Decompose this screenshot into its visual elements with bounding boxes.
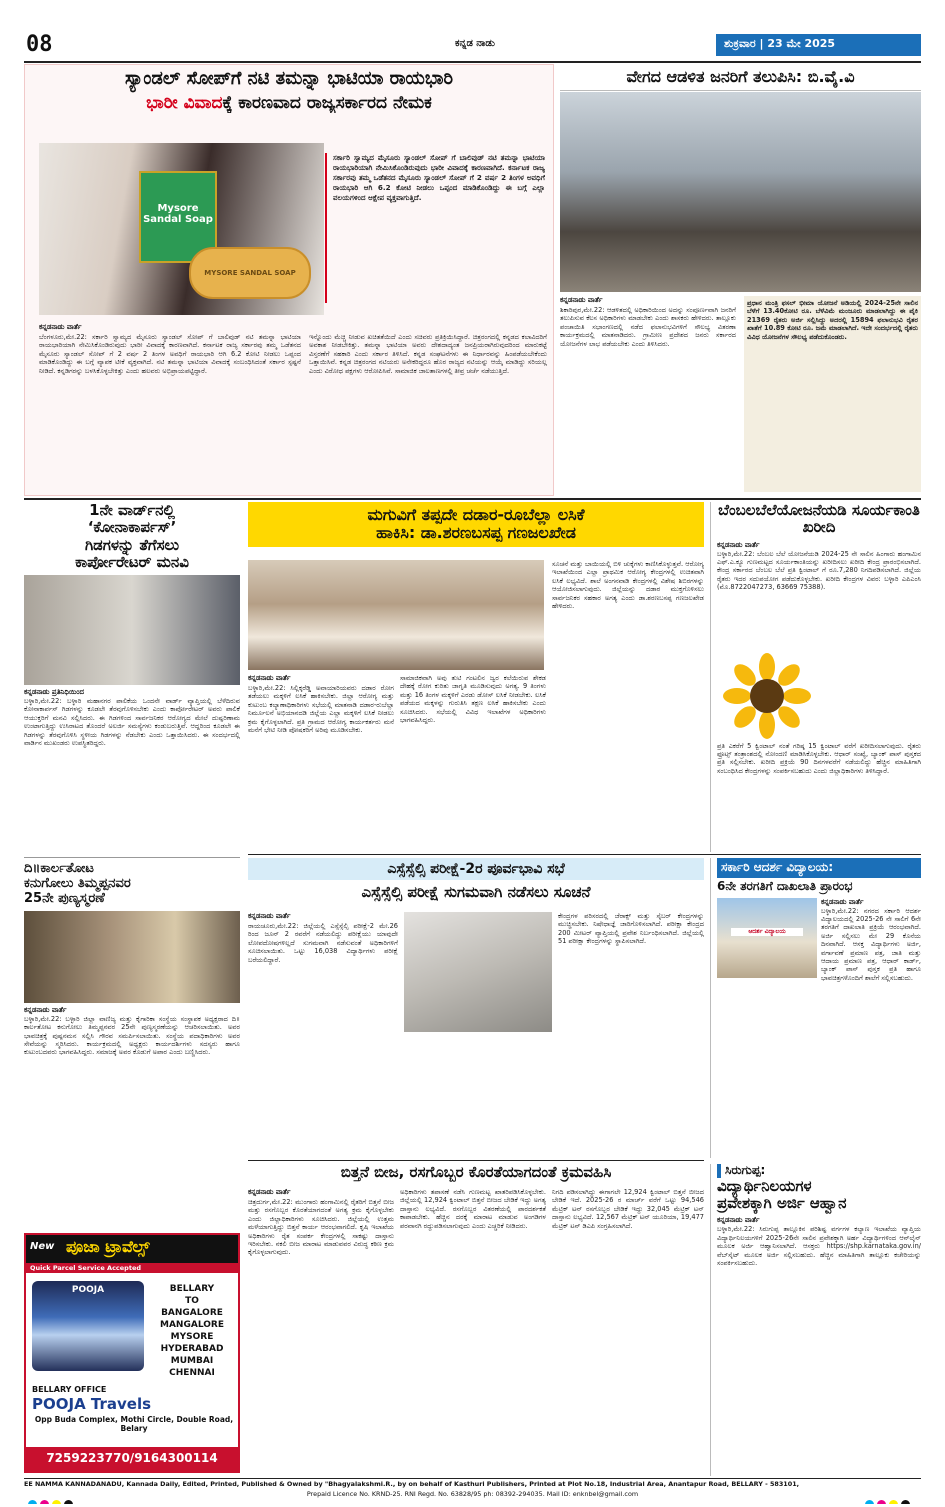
headline-l1: ಮಗುವಿಗೆ ತಪ್ಪದೇ ದಡಾರ-ರೂಬೆಲ್ಲಾ ಲಸಿಕೆ	[367, 505, 585, 524]
group-photo	[560, 92, 921, 292]
mid-rule	[248, 854, 921, 855]
route-6: MUMBAI	[170, 1356, 214, 1366]
a1-col1: ಬೆಂಗಳೂರು,ಮೇ.22: ಸರ್ಕಾರಿ ಸ್ವಾಮ್ಯದ ಮೈಸೂರು ಸ್ಯಾಂಡಲ್ ಸೋಪ್ ಗೆ ಬಾಲಿವುಡ್ ನಟಿ ತಮನ್ನಾ ಭಾಟಿಯಾ ರಾಯಭಾರಿಯಾಗಿ ನೇಮಿಸಿಕೊಂಡಿರುವುದು ಭಾರೀ ವಿವಾದಕ್ಕೆ ಕಾರಣವಾಗಿದೆ. ಕರ್ನಾಟಕ ರಾಜ್ಯ ಸರ್ಕಾರವು ತಮ್ಮ ಒಡೆತನದ ಮೈಸೂರು ಸ್ಯಾಂಡಲ್ ಸೋಪ್ ಗೆ 2 ವರ್ಷ 2 ತಿಂಗಳ ಅವಧಿಗೆ ರಾಯಭಾರಿ ಆಗಿ 6.2 ಕೋಟಿ ನೀಡಲು ಒಪ್ಪಂದ ಮಾಡಿಕೊಂಡಿದ್ದು ಈ ಬಗ್ಗೆ ವ್ಯಾಪಕ ಟೀಕೆ ವ್ಯಕ್ತವಾಗಿದೆ. ನಟಿ ತಮನ್ನಾ ಭಾಟಿಯಾ ವಿವಾದಕ್ಕೆ ಸಂಬಂಧಿಸಿದಂತೆ ಸರ್ಕಾರ ಸ್ಪಷ್ಟನೆ ನೀಡಿದೆ. ಕನ್ನಡಿಗರನ್ನು ಬಳಸಿಕೊಳ್ಳಬೇಕಿತ್ತು ಎಂದು ಹಲವರು ಅಭಿಪ್ರಾಯಪಟ್ಟಿದ್ದಾರೆ.	[39, 333, 301, 375]
a7-col1: ರಾಯಚೂರು,ಮೇ.22: ಜಿಲ್ಲೆಯಲ್ಲಿ ಎಸ್ಸೆಸ್ಸೆಲ್ಸಿ ಪರೀಕ್ಷೆ-2 ಮೇ.26 ರಿಂದ ಜೂನ್ 2 ರವರೆಗೆ ನಡೆಯಲಿದ್ದು ಪರೀಕ್ಷೆಯು ಯಾವುದೇ ಲೋಪದೋಷಗಳಿಲ್ಲದೆ ಸುಗಮವಾಗಿ ನಡೆಸುವಂತೆ ಅಧಿಕಾರಿಗಳಿಗೆ ಸೂಚಿಸಲಾಯಿತು. ಒಟ್ಟು 16,038 ವಿದ್ಯಾರ್ಥಿಗಳು ಪರೀಕ್ಷೆ ಬರೆಯಲಿದ್ದಾರೆ.	[248, 922, 398, 964]
headline: ವೇಗದ ಆಡಳಿತ ಜನರಿಗೆ ತಲುಪಿಸಿ: ಬಿ.ವೈ.ವಿ	[560, 64, 921, 91]
black-dot	[64, 1500, 73, 1504]
headline: ಬಿತ್ತನೆ ಬೀಜ, ರಸಗೊಬ್ಬರ ಕೊರತೆಯಾಗದಂತೆ ಕ್ರಮವಹಿಸಿ	[340, 1164, 612, 1181]
a6-col1: ಬಳ್ಳಾರಿ,ಮೇ.22: ಬೆಂಬಲ ಬೆಲೆ ಯೋಜನೆಯಡಿ 2024-25 ನೇ ಸಾಲಿನ ಹಿಂಗಾರು ಹಂಗಾಮಿನ ಎಫ್.ಎ.ಕ್ಯೂ ಗುಣಮಟ್ಟದ ಸೂರ್ಯಕಾಂತಿಯನ್ನು ಖರೀದಿಸಲು ಖರೀದಿ ಕೇಂದ್ರ ಪ್ರಾರಂಭಿಸಲಾಗಿದೆ. ಕೇಂದ್ರ ಸರ್ಕಾರದ ಬೆಂಬಲ ಬೆಲೆ ಪ್ರತಿ ಕ್ವಿಂಟಾಲ್ ಗೆ ರೂ.7,280 ನಿಗದಿಪಡಿಸಲಾಗಿದೆ. ಜಿಲ್ಲೆಯ ರೈತರು ಇದರ ಸದುಪಯೋಗ ಪಡೆದುಕೊಳ್ಳಬೇಕು. ಖರೀದಿ ಕೇಂದ್ರಗಳ ವಿವರ: ಬಳ್ಳಾರಿ ಎಪಿಎಂಸಿ (ಮೊ.8722047273, 63669 75388).	[717, 549, 921, 592]
yellow-dot	[889, 1500, 898, 1504]
article-seeds	[248, 1164, 704, 1476]
a9-col2: ಅಧಿಕಾರಿಗಳು ತಪಾಸಣೆ ನಡೆಸಿ ಗುಣಮಟ್ಟ ಖಾತರಿಪಡಿಸಿಕೊಳ್ಳಬೇಕು. ಜಿಲ್ಲೆಯಲ್ಲಿ 12,924 ಕ್ವಿಂಟಾಲ್ ಬಿತ್ತನೆ ಬೀಜದ ಬೇಡಿಕೆ ಇದ್ದು ಅಗತ್ಯ ದಾಸ್ತಾನು ಲಭ್ಯವಿದೆ. ರಸಗೊಬ್ಬರ ವಿತರಣೆಯಲ್ಲಿ ಪಾರದರ್ಶಕತೆ ಕಾಪಾಡಬೇಕು. ಹೆಚ್ಚಿನ ದರಕ್ಕೆ ಮಾರಾಟ ಮಾಡುವ ಅಂಗಡಿಗಳ ಪರವಾನಗಿ ರದ್ದುಪಡಿಸಲಾಗುವುದು ಎಂದು ಎಚ್ಚರಿಕೆ ನೀಡಿದರು.	[400, 1188, 546, 1230]
meeting-photo	[248, 560, 544, 670]
byline: ಕನ್ನಡನಾಡು ವಾರ್ತೆ	[821, 897, 864, 906]
article-hostel	[710, 1164, 921, 1476]
footer-rule	[24, 1478, 921, 1479]
date: 23 ಮೇ 2025	[767, 37, 836, 50]
route-1: TO	[185, 1296, 199, 1306]
headline-band	[248, 502, 704, 547]
a10-body: ಬಳ್ಳಾರಿ,ಮೇ.22: ಸಿರುಗುಪ್ಪ ತಾಲ್ಲೂಕಿನ ಪರಿಶಿಷ್ಟ ವರ್ಗಗಳ ಕಲ್ಯಾಣ ಇಲಾಖೆಯ ವ್ಯಾಪ್ತಿಯ ವಿದ್ಯಾರ್ಥಿನಿಲಯಗಳಿಗೆ 2025-26ನೇ ಸಾಲಿನ ಪ್ರವೇಶಕ್ಕಾಗಿ ಅರ್ಹ ವಿದ್ಯಾರ್ಥಿಗಳಿಂದ ಆನ್‌ಲೈನ್ ಮೂಲಕ ಅರ್ಜಿ ಆಹ್ವಾನಿಸಲಾಗಿದೆ. ಆಸಕ್ತರು https://shp.karnataka.gov.in/ ವೆಬ್‌ಸೈಟ್ ಮೂಲಕ ಅರ್ಜಿ ಸಲ್ಲಿಸಬಹುದು. ಹೆಚ್ಚಿನ ಮಾಹಿತಿಗಾಗಿ ತಾಲ್ಲೂಕು ಕಚೇರಿಯನ್ನು ಸಂಪರ್ಕಿಸಬಹುದು.	[717, 1225, 921, 1267]
day: ಶುಕ್ರವಾರ	[724, 37, 756, 50]
a8-body: ಬಳ್ಳಾರಿ,ಮೇ.22: ನಗರದ ಸರ್ಕಾರಿ ಆದರ್ಶ ವಿದ್ಯಾಲಯದಲ್ಲಿ 2025-26 ನೇ ಸಾಲಿಗೆ 6ನೇ ತರಗತಿಗೆ ದಾಖಲಾತಿ ಪ್ರಕ್ರಿಯೆ ಆರಂಭವಾಗಿದೆ. ಅರ್ಜಿ ಸಲ್ಲಿಸಲು ಮೇ 29 ಕೊನೆಯ ದಿನವಾಗಿದೆ. ಆಸಕ್ತ ವಿದ್ಯಾರ್ಥಿಗಳು ಅರ್ಜಿ, ವರ್ಗಾವಣೆ ಪ್ರಮಾಣ ಪತ್ರ, ಜಾತಿ ಮತ್ತು ಆದಾಯ ಪ್ರಮಾಣ ಪತ್ರ, ಆಧಾರ್ ಕಾರ್ಡ್, ಬ್ಯಾಂಕ್ ಪಾಸ್ ಪುಸ್ತಕ ಪ್ರತಿ ಹಾಗೂ ಭಾವಚಿತ್ರಗಳೊಂದಿಗೆ ಶಾಲೆಗೆ ಸಲ್ಲಿಸಬಹುದು.	[821, 906, 921, 982]
event-photo	[24, 911, 240, 1003]
byline: ಕನ್ನಡನಾಡು ವಾರ್ತೆ	[560, 296, 603, 304]
cyan-dot	[865, 1500, 874, 1504]
route-3: MANGALORE	[160, 1320, 224, 1330]
headline-2	[33, 94, 545, 114]
ad-name: ಪೂಜಾ ಟ್ರಾವೆಲ್ಸ್	[66, 1237, 150, 1256]
article-anniversary	[24, 857, 240, 1227]
a2-col2: ಪ್ರಧಾನ ಮಂತ್ರಿ ಫಸಲ್ ಭೀಮಾ ಯೋಜನೆ ಅಡಿಯಲ್ಲಿ 2024-25ನೇ ಸಾಲಿನ ಬೆಳೆಗೆ 13.40ಕೋಟಿ ರೂ. ಬೆಳೆವಿಮೆ ಮಂಜೂರು ಮಾಡಲಾಗಿದ್ದು ಈ ಪೈಕಿ 21369 ರೈತರು ಅರ್ಜಿ ಸಲ್ಲಿಸಿದ್ದು ಅದರಲ್ಲಿ 15894 ಫಲಾನುಭವಿ ರೈತರ ಖಾತೆಗೆ 10.89 ಕೋಟಿ ರೂ. ಜಮೆ ಮಾಡಲಾಗಿದೆ. ಇದೇ ಸಂದರ್ಭದಲ್ಲಿ ರೈತರು ವಿವಿಧ ಯೋಜನೆಗಳ ಸೌಲಭ್ಯ ಪಡೆದುಕೊಂಡರು.	[744, 296, 921, 492]
sunflower-image	[717, 653, 817, 739]
page-number: 08	[26, 32, 53, 57]
routes	[146, 1283, 238, 1379]
a5-col1: ಬಳ್ಳಾರಿ,ಮೇ.22: ಸಿಲ್ಲಿಕ್ಕರೆಡ್ಡಿ ಅವಾಯಾರಿಯವರು ದಡಾರ ರೋಗ ತಡೆಯಲು ಮಕ್ಕಳಿಗೆ ಲಸಿಕೆ ಹಾಕಿಸಬೇಕು. ಜಿಲ್ಲಾ ಆರೋಗ್ಯ ಮತ್ತು ಕುಟುಂಬ ಕಲ್ಯಾಣಾಧಿಕಾರಿಗಳು ಸಭೆಯಲ್ಲಿ ಮಾತನಾಡಿ ದಡಾರ-ರುಬೆಲ್ಲಾ ನಿರ್ಮೂಲನೆ ಅಭಿಯಾನದಡಿ ಜಿಲ್ಲೆಯ ಎಲ್ಲಾ ಮಕ್ಕಳಿಗೆ ಲಸಿಕೆ ನೀಡಲು ಕ್ರಮ ಕೈಗೊಳ್ಳಲಾಗಿದೆ. ಪ್ರತಿ ಗ್ರಾಮದ ಆರೋಗ್ಯ ಕಾರ್ಯಕರ್ತರು ಮನೆ ಮನೆಗೆ ಭೇಟಿ ನೀಡಿ ಪೋಷಕರಿಗೆ ಅರಿವು ಮೂಡಿಸಬೇಕು.	[248, 684, 394, 735]
byline: ಕನ್ನಡನಾಡು ವಾರ್ತೆ	[248, 1188, 291, 1196]
ad-address: Opp Buda Complex, Mothi Circle, Double Road, Belary	[34, 1415, 234, 1433]
article-school	[710, 858, 921, 1158]
paper-name: ಕನ್ನಡ ನಾಡು	[455, 38, 495, 49]
a4-body: ಬಳ್ಳಾರಿ,ಮೇ.22: ಬಳ್ಳಾರಿ ಜಿಲ್ಲಾ ವಾಣಿಜ್ಯ ಮತ್ತು ಕೈಗಾರಿಕಾ ಸಂಸ್ಥೆಯ ಸಂಸ್ಥಾಪಕ ಅಧ್ಯಕ್ಷರಾದ ದಿ॥ ಕಾರ್ಲತೋಟ ಕನುಗೋಲು ತಿಮ್ಮಪ್ಪನವರ 25ನೇ ಪುಣ್ಯಸ್ಮರಣೆಯನ್ನು ಆಚರಿಸಲಾಯಿತು. ಅವರ ಭಾವಚಿತ್ರಕ್ಕೆ ಪುಷ್ಪನಮನ ಸಲ್ಲಿಸಿ ಗೌರವ ಸಮರ್ಪಿಸಲಾಯಿತು. ಸಂಸ್ಥೆಯ ಪದಾಧಿಕಾರಿಗಳು ಅವರ ಸೇವೆಯನ್ನು ಸ್ಮರಿಸಿದರು. ಕಾರ್ಯಕ್ರಮದಲ್ಲಿ ಅಧ್ಯಕ್ಷರು ಕಾರ್ಯದರ್ಶಿಗಳು ಸದಸ್ಯರು ಹಾಗೂ ಕುಟುಂಬದವರು ಭಾಗವಹಿಸಿದ್ದರು. ಸಮಾಜಕ್ಕೆ ಅವರ ಕೊಡುಗೆ ಅಪಾರ ಎಂದು ಬಣ್ಣಿಸಿದರು.	[24, 1014, 240, 1057]
school-sign: ಆದರ್ಶ ವಿದ್ಯಾಲಯ	[731, 928, 803, 936]
exam-photo	[404, 912, 552, 1032]
article-sslc	[248, 858, 704, 1158]
ad-phone: 7259223770/9164300114	[26, 1447, 238, 1471]
byline: ಕನ್ನಡನಾಡು ವಾರ್ತೆ	[248, 912, 291, 920]
headline-l3: 25ನೇ ಪುಣ್ಯಸ್ಮರಣೆ	[24, 890, 105, 906]
byline: ಕನ್ನಡನಾಡು ವಾರ್ತೆ	[717, 540, 760, 549]
route-7: CHENNAI	[169, 1368, 215, 1378]
soap-box: Mysore Sandal Soap	[139, 171, 217, 263]
a2-col1: ಶಿಕಾರಿಪುರ,ಮೇ.22: ಆಡಳಿತದಲ್ಲಿ ಅಧಿಕಾರಿಯಿಂದ ಅದನ್ನು ಸಂಪೂರ್ಣವಾಗಿ ಜನರಿಗೆ ತಲುಪಿಸುವ ಕೆಲಸ ಅಧಿಕಾರಿಗಳು ಮಾಡಬೇಕು ಎಂದು ಶಾಸಕರು ಹೇಳಿದರು. ತಾಲ್ಲೂಕು ಪಂಚಾಯಿತಿ ಸಭಾಂಗಣದಲ್ಲಿ ನಡೆದ ಫಲಾನುಭವಿಗಳಿಗೆ ಸೌಲಭ್ಯ ವಿತರಣಾ ಕಾರ್ಯಕ್ರಮದಲ್ಲಿ ಮಾತನಾಡಿದರು. ಗ್ರಾಮೀಣ ಪ್ರದೇಶದ ಜನರು ಸರ್ಕಾರದ ಯೋಜನೆಗಳ ಲಾಭ ಪಡೆಯಬೇಕು ಎಂದು ತಿಳಿಸಿದರು.	[560, 306, 736, 348]
article-sunflower	[710, 502, 921, 852]
a3-body: ಬಳ್ಳಾರಿ,ಮೇ.22: ಬಳ್ಳಾರಿ ಮಹಾನಗರ ಪಾಲಿಕೆಯ ಒಂದನೇ ವಾರ್ಡ್ ವ್ಯಾಪ್ತಿಯಲ್ಲಿ ಬೆಳೆದಿರುವ ಕೋನಾಕಾರ್ಪಸ್ ಗಿಡಗಳನ್ನು ಕೂಡಲೇ ತೆರವುಗೊಳಿಸಬೇಕು ಎಂದು ಕಾರ್ಪೋರೇಟರ್ ಅವರು ಪಾಲಿಕೆ ಆಯುಕ್ತರಿಗೆ ಮನವಿ ಸಲ್ಲಿಸಿದರು. ಈ ಗಿಡಗಳಿಂದ ಸಾರ್ವಜನಿಕರ ಆರೋಗ್ಯದ ಮೇಲೆ ದುಷ್ಪರಿಣಾಮ ಉಂಟಾಗುತ್ತಿದ್ದು ಉಸಿರಾಟದ ತೊಂದರೆ ಅಲರ್ಜಿ ಸಮಸ್ಯೆಗಳು ಕಂಡುಬರುತ್ತಿವೆ. ಆದ್ದರಿಂದ ಕೂಡಲೇ ಈ ಗಿಡಗಳನ್ನು ತೆರವುಗೊಳಿಸಿ ಸ್ಥಳೀಯ ಗಿಡಗಳನ್ನು ನೆಡಬೇಕು ಎಂದು ಒತ್ತಾಯಿಸಿದರು. ಈ ಸಂದರ್ಭದಲ್ಲಿ ವಾರ್ಡಿನ ಮುಖಂಡರು ಉಪಸ್ಥಿತರಿದ್ದರು.	[24, 697, 240, 748]
school-photo	[717, 898, 817, 978]
yellow-dot	[52, 1500, 61, 1504]
a1-col2: ಇನ್ನೊಂದು ಮೆಚ್ಚಿ ನೀಡುವ ಖಚಿತತೆಯಿದೆ ಎಂದು ಸಚಿವರು ಪ್ರತಿಕ್ರಿಯಿಸಿದ್ದಾರೆ. ಚಿತ್ರರಂಗದಲ್ಲಿ ಕನ್ನಡದ ಕಲಾವಿದರಿಗೆ ಅವಕಾಶ ನೀಡಬೇಕಿತ್ತು. ತಮನ್ನಾ ಭಾಟಿಯಾ ಅವರು ದೇಶದಾದ್ಯಂತ ಜನಪ್ರಿಯರಾಗಿರುವುದರಿಂದ ಮಾರುಕಟ್ಟೆ ವಿಸ್ತರಣೆಗೆ ಸಹಕಾರಿ ಎಂದು ಸರ್ಕಾರ ತಿಳಿಸಿದೆ. ಕನ್ನಡ ಸಂಘಟನೆಗಳು ಈ ನಿರ್ಧಾರವನ್ನು ಹಿಂಪಡೆಯಬೇಕೆಂದು ಒತ್ತಾಯಿಸಿವೆ. ಕನ್ನಡ ಚಿತ್ರರಂಗದ ನಟಿಯರು ಅನೇಕರಿದ್ದರೂ ಹೊರ ರಾಜ್ಯದ ನಟಿಯನ್ನು ಆಯ್ಕೆ ಮಾಡಿದ್ದು ಸರಿಯಲ್ಲ ಎಂದು ವಿರೋಧ ಪಕ್ಷಗಳು ಆರೋಪಿಸಿವೆ. ಸಾಮಾಜಿಕ ಜಾಲತಾಣಗಳಲ್ಲಿ ತೀವ್ರ ಚರ್ಚೆ ನಡೆಯುತ್ತಿದೆ.	[309, 333, 547, 375]
tamanna-photo	[39, 143, 324, 315]
headline-l2: 6ನೇ ತರಗತಿಗೆ ದಾಖಲಾತಿ ಪ್ರಾರಂಭ	[717, 878, 853, 893]
article-vaccine	[248, 502, 704, 852]
pooja-travels-ad	[24, 1233, 240, 1473]
imprint-line-1: EE NAMMA KANNADANADU, Kannada Daily, Edited, Printed, Published & Owned by "Bhagyalakshmi.R., by on behalf of Kasthuri Publishers, Printed at Plot No.18, Industrial Area, Anantapur Road, BELLARY - 583101,	[24, 1480, 800, 1488]
headline-1: ಸ್ಯಾಂಡಲ್ ಸೋಪ್‌ಗೆ ನಟಿ ತಮನ್ನಾ ಭಾಟಿಯಾ ರಾಯಭಾರಿ	[125, 68, 453, 89]
lower-rule	[248, 1160, 704, 1161]
headline-l2: ವಿದ್ಯಾರ್ಥಿನಿಲಯಗಳ	[717, 1176, 812, 1195]
divider: |	[759, 37, 768, 50]
article-byv	[560, 64, 921, 496]
headline-l3: ಗಿಡಗಳನ್ನು ತೆಗೆಸಲು	[84, 535, 180, 554]
headline-l2: ಹಾಕಿಸಿ: ಡಾ.ಶರಣಬಸಪ್ಪ ಗಣಜಲಖೇಡ	[376, 523, 576, 543]
byline: ಕನ್ನಡನಾಡು ವಾರ್ತೆ	[717, 1216, 760, 1225]
ad-office: BELLARY OFFICE	[32, 1385, 107, 1394]
route-4: MYSORE	[170, 1332, 214, 1342]
headline-l2: ಕನುಗೋಲು ತಿಮ್ಮಪ್ಪನವರ	[24, 875, 131, 891]
headline-l1: ಸರ್ಕಾರಿ ಆದರ್ಶ ವಿದ್ಯಾಲಯ:	[721, 860, 834, 874]
masthead-rule	[24, 61, 921, 63]
section-rule	[24, 498, 921, 500]
bus-graphic	[32, 1281, 144, 1371]
byline: ಕನ್ನಡನಾಡು ಪ್ರತಿನಿಧಿಯಿಂದ	[24, 688, 84, 696]
headline-l1: 1ನೇ ವಾರ್ಡ್‌ನಲ್ಲಿ	[89, 502, 175, 519]
route-5: HYDERABAD	[160, 1344, 224, 1354]
summary-box: ಸರ್ಕಾರಿ ಸ್ವಾಮ್ಯದ ಮೈಸೂರು ಸ್ಯಾಂಡಲ್ ಸೋಪ್ ಗೆ ಬಾಲಿವುಡ್ ನಟಿ ತಮನ್ನಾ ಭಾಟಿಯಾ ರಾಯಭಾರಿಯಾಗಿ ನೇಮಿಸಿಕೊಂಡಿರುವುದು ಭಾರೀ ವಿವಾದಕ್ಕೆ ಕಾರಣವಾಗಿದೆ. ಕರ್ನಾಟಕ ರಾಜ್ಯ ಸರ್ಕಾರವು ತಮ್ಮ ಒಡೆತನದ ಮೈಸೂರು ಸ್ಯಾಂಡಲ್ ಸೋಪ್ ಗೆ 2 ವರ್ಷ 2 ತಿಂಗಳ ಅವಧಿಗೆ ರಾಯಭಾರಿ ಆಗಿ 6.2 ಕೋಟಿ ನೀಡಲು ಒಪ್ಪಂದ ಮಾಡಿಕೊಂಡಿದ್ದು ಈ ಬಗ್ಗೆ ಎಲ್ಲಾ ವಲಯಗಳಿಂದ ಆಕ್ಷೇಪ ವ್ಯಕ್ತವಾಗುತ್ತಿದೆ.	[325, 153, 545, 303]
black-dot	[901, 1500, 910, 1504]
byline: ಕನ್ನಡನಾಡು ವಾರ್ತೆ	[248, 674, 291, 682]
headline-l2: ‘ಕೋನಾಕಾರ್ಪಸ್’	[87, 518, 177, 537]
headline-l1: ಸಿರುಗುಪ್ಪ:	[717, 1164, 921, 1178]
magenta-dot	[40, 1500, 49, 1504]
ad-brand: POOJA Travels	[32, 1395, 152, 1413]
a9-col3: ನಿಗದಿ ಪಡಿಸಲಾಗಿದ್ದು ಈಗಾಗಲೇ 12,924 ಕ್ವಿಂಟಾಲ್ ಬಿತ್ತನೆ ಬೀಜದ ಬೇಡಿಕೆ ಇದೆ. 2025-26 ರ ಮಾರ್ಚ್ ವರೆಗೆ ಒಟ್ಟು 94,546 ಮೆಟ್ರಿಕ್ ಟನ್ ರಸಗೊಬ್ಬರ ಬೇಡಿಕೆ ಇದ್ದು 32,045 ಮೆಟ್ರಿಕ್ ಟನ್ ದಾಸ್ತಾನು ಲಭ್ಯವಿದೆ. 12,567 ಮೆಟ್ರಿಕ್ ಟನ್ ಯೂರಿಯಾ, 19,477 ಮೆಟ್ರಿಕ್ ಟನ್ ಡಿಎಪಿ ಸಂಗ್ರಹಿಸಲಾಗಿದೆ.	[552, 1188, 704, 1230]
sunflower-icon	[717, 653, 817, 739]
headline-band	[717, 858, 921, 878]
headline-l3: ಪ್ರವೇಶಕ್ಕಾಗಿ ಅರ್ಜಿ ಆಹ್ವಾನ	[717, 1194, 847, 1213]
headline-l1: ದಿ॥ಕಾರ್ಲತೋಟ	[24, 861, 94, 876]
soap-bar: MYSORE SANDAL SOAP	[189, 247, 311, 299]
registration-dots-left	[28, 1494, 88, 1504]
ad-service: Quick Parcel Service Accepted	[26, 1263, 238, 1273]
headline-l4: ಕಾರ್ಪೋರೇಟರ್ ಮನವಿ	[75, 552, 189, 571]
date-strip	[716, 34, 921, 56]
bus-label: POOJA	[71, 1285, 105, 1295]
byline-a1: ಕನ್ನಡನಾಡು ವಾರ್ತೆ	[39, 323, 82, 331]
corporator-photo	[24, 575, 240, 685]
headline: ಎಸ್ಸೆಸ್ಸೆಲ್ಸಿ ಪರೀಕ್ಷೆ ಸುಗಮವಾಗಿ ನಡೆಸಲು ಸೂಚನೆ	[361, 883, 591, 901]
cyan-dot	[28, 1500, 37, 1504]
ad-new: New	[30, 1241, 55, 1252]
route-2: BANGALORE	[161, 1308, 223, 1318]
imprint-line-2: Prepaid Licence No. KRND-25. RNI Regd. No. 63828/95 ph: 08392-294035. Mail ID: enknbel@gmail.com	[306, 1490, 639, 1498]
a6-col2: ಪ್ರತಿ ಎಕರೆಗೆ 5 ಕ್ವಿಂಟಾಲ್ ನಂತೆ ಗರಿಷ್ಠ 15 ಕ್ವಿಂಟಾಲ್ ವರೆಗೆ ಖರೀದಿಸಲಾಗುವುದು. ರೈತರು ಫ್ರೂಟ್ಸ್ ತಂತ್ರಾಂಶದಲ್ಲಿ ನೋಂದಣಿ ಮಾಡಿಸಿಕೊಳ್ಳಬೇಕು. ಆಧಾರ್ ಸಂಖ್ಯೆ, ಬ್ಯಾಂಕ್ ಪಾಸ್ ಪುಸ್ತಕದ ಪ್ರತಿ ಸಲ್ಲಿಸಬೇಕು. ಖರೀದಿ ಪ್ರಕ್ರಿಯೆ 90 ದಿನಗಳವರೆಗೆ ನಡೆಯಲಿದ್ದು ಹೆಚ್ಚಿನ ಮಾಹಿತಿಗಾಗಿ ಸಂಬಂಧಿಸಿದ ಕೇಂದ್ರಗಳನ್ನು ಸಂಪರ್ಕಿಸಬಹುದು ಎಂದು ಜಿಲ್ಲಾಧಿಕಾರಿಗಳು ತಿಳಿಸಿದ್ದಾರೆ.	[717, 741, 921, 775]
registration-dots-right	[865, 1494, 925, 1504]
a9-col1: ಚಿತ್ರದುರ್ಗ,ಮೇ.22: ಮುಂಗಾರು ಹಂಗಾಮಿನಲ್ಲಿ ರೈತರಿಗೆ ಬಿತ್ತನೆ ಬೀಜ ಮತ್ತು ರಸಗೊಬ್ಬರ ಕೊರತೆಯಾಗದಂತೆ ಅಗತ್ಯ ಕ್ರಮ ಕೈಗೊಳ್ಳಬೇಕು ಎಂದು ಜಿಲ್ಲಾಧಿಕಾರಿಗಳು ಸೂಚಿಸಿದರು. ಜಿಲ್ಲೆಯಲ್ಲಿ ಉತ್ತಮ ಮಳೆಯಾಗುತ್ತಿದ್ದು ಬಿತ್ತನೆ ಕಾರ್ಯ ಆರಂಭವಾಗಲಿದೆ. ಕೃಷಿ ಇಲಾಖೆಯ ಅಧಿಕಾರಿಗಳು ರೈತ ಸಂಪರ್ಕ ಕೇಂದ್ರಗಳಲ್ಲಿ ಸಾಕಷ್ಟು ದಾಸ್ತಾನು ಇರಿಸಬೇಕು. ನಕಲಿ ಬೀಜ ಮಾರಾಟ ಮಾಡುವವರ ವಿರುದ್ಧ ಕಠಿಣ ಕ್ರಮ ಕೈಗೊಳ್ಳಲಾಗುವುದು.	[248, 1198, 394, 1257]
article-conocarpus	[24, 502, 240, 852]
ad-header	[26, 1235, 238, 1263]
magenta-dot	[877, 1500, 886, 1504]
a5-col3: ಸೂಚನೆ ಮತ್ತು ಬಾಯಿಯಲ್ಲಿ ಬಿಳಿ ಚುಕ್ಕೆಗಳು ಕಾಣಿಸಿಕೊಳ್ಳುತ್ತವೆ. ಆರೋಗ್ಯ ಇಲಾಖೆಯಿಂದ ಎಲ್ಲಾ ಪ್ರಾಥಮಿಕ ಆರೋಗ್ಯ ಕೇಂದ್ರಗಳಲ್ಲಿ ಉಚಿತವಾಗಿ ಲಸಿಕೆ ಲಭ್ಯವಿದೆ. ಶಾಲೆ ಅಂಗನವಾಡಿ ಕೇಂದ್ರಗಳಲ್ಲಿ ವಿಶೇಷ ಶಿಬಿರಗಳನ್ನು ಆಯೋಜಿಸಲಾಗುವುದು. ಜಿಲ್ಲೆಯನ್ನು ದಡಾರ ಮುಕ್ತಗೊಳಿಸಲು ಸಾರ್ವಜನಿಕರ ಸಹಕಾರ ಅಗತ್ಯ ಎಂದು ಡಾ.ಶರಣಬಸಪ್ಪ ಗಣಜಲಖೇಡ ಹೇಳಿದರು.	[552, 560, 704, 611]
a5-col2: ಸಾಮಾಜಿಕವಾಗಿ ಅವು ತುಟಿ ಗಂಟಲಿನ ಜ್ವರ ಕಲೆಯಿರುವ ಶೇಕಡ ದೇಹಕ್ಕೆ ರೋಗ ಕುರಿತು ಜಾಗೃತಿ ಮೂಡಿಸುವುದು ಅಗತ್ಯ. 9 ತಿಂಗಳು ಮತ್ತು 16 ತಿಂಗಳ ಮಕ್ಕಳಿಗೆ ಎರಡು ಡೋಸ್ ಲಸಿಕೆ ನೀಡಬೇಕು. ಲಸಿಕೆ ಪಡೆಯದ ಮಕ್ಕಳನ್ನು ಗುರುತಿಸಿ ತಕ್ಷಣ ಲಸಿಕೆ ಹಾಕಿಸಬೇಕು ಎಂದು ಸೂಚಿಸಿದರು. ಸಭೆಯಲ್ಲಿ ವಿವಿಧ ಇಲಾಖೆಗಳ ಅಧಿಕಾರಿಗಳು ಭಾಗವಹಿಸಿದ್ದರು.	[400, 674, 546, 725]
a7-col3: ಕೇಂದ್ರಗಳ ಪರಿಸರದಲ್ಲಿ ಜೆರಾಕ್ಸ್ ಮತ್ತು ಸೈಬರ್ ಕೇಂದ್ರಗಳನ್ನು ಮುಚ್ಚಿಸಬೇಕು. ನಿಷೇಧಾಜ್ಞೆ ಜಾರಿಗೊಳಿಸಲಾಗಿದೆ. ಪರೀಕ್ಷಾ ಕೇಂದ್ರದ 200 ಮೀಟರ್ ವ್ಯಾಪ್ತಿಯಲ್ಲಿ ಪ್ರವೇಶ ನಿರ್ಬಂಧಿಸಲಾಗಿದೆ. ಜಿಲ್ಲೆಯಲ್ಲಿ 51 ಪರೀಕ್ಷಾ ಕೇಂದ್ರಗಳನ್ನು ಸ್ಥಾಪಿಸಲಾಗಿದೆ.	[558, 912, 704, 946]
headline: ಬೆಂಬಲಬೆಲೆಯೋಜನೆಯಡಿ ಸೂರ್ಯಕಾಂತಿ ಖರೀದಿ	[718, 502, 920, 537]
band: ಎಸ್ಸೆಸ್ಸೆಲ್ಸಿ ಪರೀಕ್ಷೆ-2ರ ಪೂರ್ವಭಾವಿ ಸಭೆ	[248, 858, 704, 880]
headline-2-highlight: ಭಾರೀ ವಿವಾದ	[146, 93, 223, 113]
article-tamanna	[24, 64, 554, 496]
byline: ಕನ್ನಡನಾಡು ವಾರ್ತೆ	[24, 1005, 67, 1014]
headline-2-rest: ಕ್ಕೆ ಕಾರಣವಾದ ರಾಜ್ಯಸರ್ಕಾರದ ನೇಮಕ	[222, 93, 432, 113]
route-0: BELLARY	[169, 1284, 215, 1294]
